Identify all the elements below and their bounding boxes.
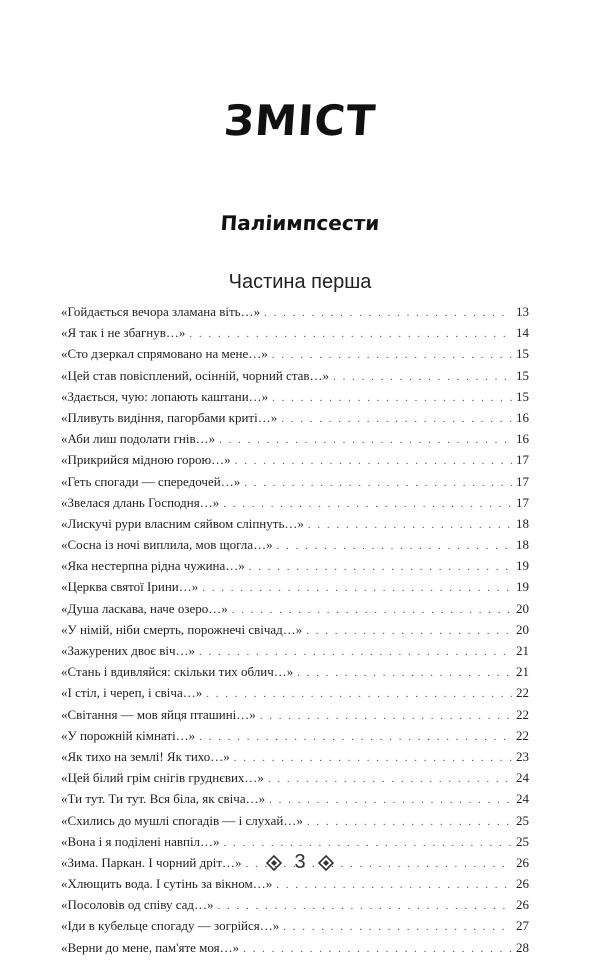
- toc-entry[interactable]: [61, 304, 529, 325]
- toc-entry[interactable]: [61, 918, 529, 939]
- dot-leader: [243, 943, 512, 955]
- dot-leader: [268, 773, 512, 785]
- toc-entry-page: 21: [516, 643, 529, 658]
- toc-entry-title: «Зажурених двоє віч…»: [61, 643, 195, 658]
- dot-leader: [234, 752, 512, 764]
- toc-entry-page: 17: [516, 452, 529, 468]
- diamond-ornament-icon: [318, 855, 334, 871]
- dot-leader: [269, 794, 512, 806]
- dot-leader: [224, 837, 512, 849]
- toc-entry-page: 25: [516, 833, 529, 849]
- dot-leader: [202, 582, 512, 594]
- toc-entry[interactable]: [61, 389, 529, 410]
- toc-entry-title: «Звелася длань Господня…»: [61, 494, 220, 510]
- toc-entry-page: 25: [516, 812, 529, 828]
- toc-entry[interactable]: [61, 474, 529, 495]
- dot-leader: [199, 731, 512, 743]
- toc-entry-title: «Світання — мов яйця пташині…»: [61, 706, 256, 722]
- toc-entry-title: «Цей білий грім снігів груднєвих…»: [61, 770, 264, 786]
- toc-entry[interactable]: [61, 940, 529, 961]
- dot-leader: [244, 477, 512, 489]
- dot-leader: [249, 561, 512, 573]
- dot-leader: [260, 710, 512, 722]
- toc-entry[interactable]: [61, 516, 529, 537]
- toc-entry-page: 15: [516, 346, 529, 362]
- toc-entry-title: «Іди в кубельце спогаду — зогрійся…»: [61, 918, 280, 934]
- section-title: Паліимпсести: [219, 211, 381, 235]
- toc-entry-title: «Геть спогади — спередочей…»: [61, 473, 241, 489]
- dot-leader: [232, 604, 512, 616]
- toc-entry-page: 15: [516, 367, 529, 383]
- toc-entry[interactable]: [61, 813, 529, 834]
- toc-entry[interactable]: [61, 537, 529, 558]
- toc-entry-title: «Прикрийся мідною горою…»: [61, 452, 231, 468]
- part-title: Частина перша: [228, 271, 372, 293]
- toc-entry-title: «Лискучі рури власним сяйвом сліпнуть…»: [61, 515, 304, 531]
- toc-entry-page: 16: [516, 409, 529, 425]
- toc-entry[interactable]: [61, 749, 529, 770]
- toc-entry-page: 24: [516, 791, 529, 807]
- toc-entry-title: «І стіл, і череп, і свіча…»: [61, 685, 203, 701]
- toc-entry-title: «Вона і я поділені навпіл…»: [61, 833, 220, 849]
- toc-entry-title: «Яка нестерпна рідна чужина…»: [61, 558, 245, 574]
- toc-entry-title: «Здається, чую: лопають каштани…»: [61, 388, 269, 404]
- toc-entry[interactable]: [61, 876, 529, 897]
- dot-leader: [277, 540, 512, 552]
- toc-entry-page: 18: [516, 515, 529, 531]
- toc-entry[interactable]: [61, 685, 529, 706]
- toc-entry-page: 23: [516, 748, 529, 764]
- toc-entry-page: 21: [516, 664, 529, 680]
- toc-entry-title: «Хлющить вода. І сутінь за вікном…»: [61, 876, 273, 892]
- toc-entry-page: 19: [516, 579, 529, 595]
- toc-entry[interactable]: [61, 325, 529, 346]
- toc-entry[interactable]: [61, 707, 529, 728]
- toc-entry-page: 15: [516, 388, 529, 404]
- page-footer: [0, 851, 600, 874]
- toc-entry-page: 17: [516, 473, 529, 489]
- toc-entry[interactable]: [61, 664, 529, 685]
- toc-entry[interactable]: [61, 728, 529, 749]
- toc-entry[interactable]: [61, 643, 529, 664]
- toc-entry-page: 18: [516, 537, 529, 553]
- dot-leader: [219, 434, 512, 446]
- toc-entry[interactable]: [61, 368, 529, 389]
- toc-entry-title: «Сто дзеркал спрямовано на мене…»: [61, 346, 268, 362]
- toc-entry-title: «Як тихо на землі! Як тихо…»: [61, 748, 230, 764]
- diamond-ornament-icon: [266, 855, 282, 871]
- dot-leader: [272, 392, 512, 404]
- dot-leader: [276, 879, 512, 891]
- toc-entry[interactable]: [61, 791, 529, 812]
- dot-leader: [272, 349, 512, 361]
- dot-leader: [333, 371, 512, 383]
- toc-entry-title: «Пливуть видіння, пагорбами криті…»: [61, 409, 278, 425]
- toc-entry-title: «Гойдається вечора зламана віть…»: [61, 304, 261, 319]
- toc-entry[interactable]: [61, 495, 529, 516]
- toc-entry[interactable]: [61, 431, 529, 452]
- toc-entry-title: «Ти тут. Ти тут. Вся біла, як свіча…»: [61, 791, 266, 807]
- toc-entry-title: «Схились до мушлі спогадів — і слухай…»: [61, 812, 303, 828]
- page-number: 3: [294, 851, 306, 873]
- toc-entry[interactable]: [61, 410, 529, 431]
- dot-leader: [235, 455, 512, 467]
- toc-entry[interactable]: [61, 770, 529, 791]
- toc-entry[interactable]: [61, 558, 529, 579]
- toc-entry-page: 20: [516, 621, 529, 637]
- toc-entry-page: 16: [516, 431, 529, 447]
- toc-entry-page: 22: [516, 727, 529, 743]
- page-title: ЗМІСТ: [222, 96, 378, 145]
- dot-leader: [206, 688, 512, 700]
- dot-leader: [307, 816, 512, 828]
- toc-entry-title: «У німій, ніби смерть, порожнечі свічад…»: [61, 621, 303, 637]
- dot-leader: [264, 307, 512, 319]
- toc-entry-page: 19: [516, 558, 529, 574]
- toc-entry-title: «У порожній кімнаті…»: [61, 727, 196, 743]
- toc-entry[interactable]: [61, 601, 529, 622]
- toc-entry-title: «Стань і вдивляйся: скільки тих облич…»: [61, 664, 294, 680]
- toc-entry-page: 22: [516, 706, 529, 722]
- dot-leader: [199, 646, 512, 658]
- toc-entry-title: «Зима. Паркан. І чорний дріт…»: [61, 854, 242, 870]
- toc-entry-page: 26: [516, 897, 529, 913]
- toc-entry-title: «Аби лиш подолати гнів…»: [61, 431, 216, 447]
- toc-entry-page: 17: [516, 494, 529, 510]
- toc-entry[interactable]: [61, 346, 529, 367]
- dot-leader: [308, 519, 512, 531]
- toc-entry-page: 24: [516, 770, 529, 786]
- toc-entry-page: 26: [516, 876, 529, 892]
- dot-leader: [306, 625, 512, 637]
- toc-entry[interactable]: [61, 897, 529, 918]
- toc-entry-page: 20: [516, 600, 529, 616]
- toc-entry[interactable]: [61, 579, 529, 600]
- dot-leader: [223, 498, 512, 510]
- dot-leader: [283, 921, 512, 933]
- toc-entry-title: «Я так і не збагнув…»: [61, 325, 186, 341]
- dot-leader: [281, 413, 512, 425]
- toc-entry-page: 27: [516, 918, 529, 934]
- toc-entry[interactable]: [61, 622, 529, 643]
- toc-entry-page: 28: [516, 939, 529, 955]
- toc-entry-page: 14: [516, 325, 529, 341]
- toc-entry-page: 13: [516, 304, 529, 319]
- toc-entry-page: 22: [516, 685, 529, 701]
- toc-entry-title: «Церква святої Ірини…»: [61, 579, 199, 595]
- toc-entry-title: «Сосна із ночі виплила, мов щогла…»: [61, 537, 273, 553]
- dot-leader: [297, 667, 512, 679]
- toc-entry[interactable]: [61, 452, 529, 473]
- dot-leader: [218, 900, 512, 912]
- toc-entry-title: «Верни до мене, пам'яте моя…»: [61, 939, 240, 955]
- toc-entry-page: 26: [516, 854, 529, 870]
- toc-entry-title: «Цей став повісплений, осінній, чорний став…»: [61, 367, 330, 383]
- toc-entry-title: «Душа ласкава, наче озеро…»: [61, 600, 228, 616]
- toc-entry-title: «Посоловів од співу сад…»: [61, 897, 214, 913]
- dot-leader: [189, 328, 512, 340]
